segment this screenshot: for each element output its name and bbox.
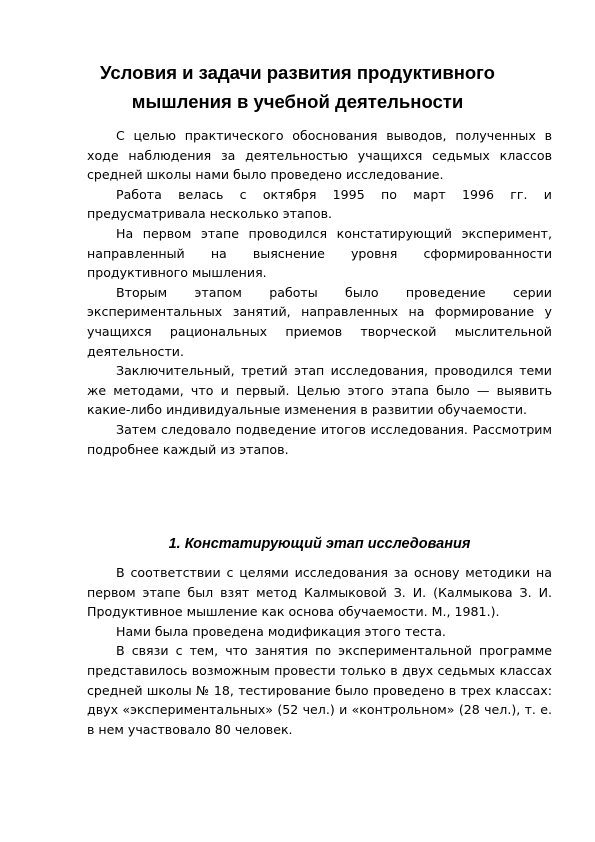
intro-text-block	[87, 126, 552, 459]
section-text-block	[87, 563, 552, 739]
paragraph: Затем следовало подведение итогов исследования. Рассмотрим подробнее каждый из этапов.	[87, 421, 552, 457]
paragraph: Нами была проведена модификация этого теста.	[116, 623, 446, 639]
paragraph: С целью практического обоснования выводов, полученных в ходе наблюдения за деятельностью учащихся седьмых классов средней школы нами было проведено исследование.	[87, 128, 552, 183]
paragraph: В соответствии с целями исследования за основу методики на первом этапе был взят метод Калмыковой З. И. (Калмыкова З. И. Продуктивное мышление как основа обучаемости. М., 1981.).	[87, 565, 552, 620]
title-line-1: Условия и задачи развития продуктивного	[100, 62, 495, 83]
paragraph: В связи с тем, что занятия по экспериментальной программе представилось возможным провести только в двух седьмых классах средней школы № 18, тестирование было проведено в трех классах: двух «экспериментальных» (52 чел.) и «контрольном» (28 чел.), т. е. в нем участвовало 80 человек.	[87, 643, 552, 737]
paragraph: Работа велась с октября 1995 по март 1996 гг. и предусматривала несколько этапов.	[87, 186, 552, 222]
title-line-2: мышления в учебной деятельности	[131, 91, 464, 112]
paragraph: Заключительный, третий этап исследования, проводился теми же методами, что и первый. Целью этого этапа было — выявить какие-либо индивидуальные изменения в развитии обучаемости.	[87, 363, 552, 418]
document-title	[60, 58, 535, 116]
paragraph: На первом этапе проводился констатирующий эксперимент, направленный на выяснение уровня сформированности продуктивного мышления.	[87, 225, 552, 281]
paragraph: Вторым этапом работы было проведение серии экспериментальных занятий, направленных на формирование у учащихся рациональных приемов творческой мыслительной деятельности.	[87, 284, 552, 359]
section-heading: 1. Констатирующий этап исследования	[168, 536, 471, 552]
